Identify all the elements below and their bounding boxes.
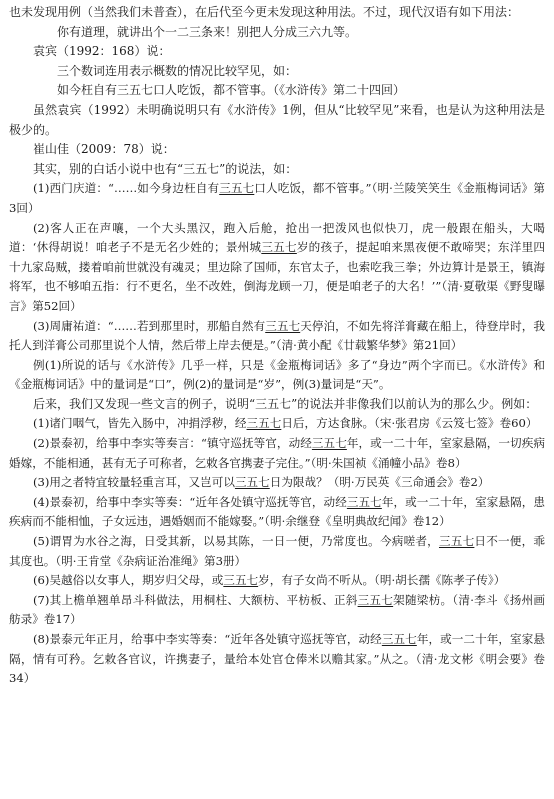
example-item: (5)谓胃为水谷之海，日受其新，以易其陈，一日一便，乃常度也。今病嗟者，三五七日不一便，乖其度也。（明·王肯堂《杂病证治准绳》第3册） xyxy=(9,534,545,568)
citation-cui-shanjia: 崔山佳（2009：78）说： xyxy=(33,142,175,157)
example-item: (2)客人正在声嚷，一个大头黑汉，跑入后舱，抢出一把泼风也似快刀，虎一般跟在船头，大喝道：‘休得胡说！咱老子不是无名少姓的；景州城三五七岁的孩子，提起咱来黑夜便不敢啼哭；东洋里四十九家岛贼，搂着咱前世就没有魂灵；里边除了国师，东官太子，也索吃我三拳；外边算计是景王，镇海将军，也不够咱五指：行不更名，坐不改姓，倒海龙顾一刀，便是咱老子的大名！’”（清·夏敬渠《野叟曝言》第52回） xyxy=(9,220,545,313)
example-item: (1)西门庆道：“……如今身边枉自有三五七口人吃饭，都不管事。”（明·兰陵笑笑生《金瓶梅词话》第3回） xyxy=(9,181,545,215)
example-item: (2)景泰初，给事中李实等奏言：“镇守巡抚等官，动经三五七年，或一二十年，室家悬隔，一切疾病婚嫁，不能相通，甚有无子可称者，乞敕各官携妻子完住。”（明·朱国祯《涌幢小品》卷8） xyxy=(9,436,545,470)
underlined-term: 三五七 xyxy=(223,573,259,588)
example-item: (3)用之者特宜较量轻重言耳，又岂可以三五七日为限哉？（明·万民英《三命通会》卷2） xyxy=(33,475,490,490)
citation-yuan-bin: 袁宾（1992：168）说： xyxy=(33,44,171,59)
example-item: (7)其上檐单翘单昂斗科做法，用桐柱、大额枋、平枋板、正斜三五七架随梁枋。（清·李斗《扬州画舫录》卷17） xyxy=(9,592,545,627)
example-item: (8)景泰元年正月，给事中李实等奏：“近年各处镇守巡抚等官，动经三五七年，或一二十年，室家悬隔，情有可矜。乞敕各官议，许携妻子，量给本处官仓俸米以赡其家。”从之。（清·龙文彬《明会要》卷34） xyxy=(9,632,545,686)
body-paragraph: 虽然袁宾（1992）未明确说明只有《水浒传》1例，但从“比较罕见”来看，也是认为这种用法是极少的。 xyxy=(9,102,545,137)
quote-modern: 你有道理，就讲出个一二三条来！别把人分成三六九等。 xyxy=(57,24,358,39)
underlined-term: 三五七 xyxy=(438,534,475,549)
underlined-term: 三五七 xyxy=(265,318,301,333)
example-item: (3)周庸祐道：“……若到那里时，那船自然有三五七天停泊，不如先将洋膏藏在船上，待登岸时，我托人到洋膏公司那里说个人情，然后带上岸去便是。”（清·黄小配《廿载繁华梦》第21回） xyxy=(9,318,545,353)
example-item: (6)吴越俗以女事人，期岁归父母，或三五七岁，有子女尚不听从。（明·胡长孺《陈孝子传》） xyxy=(33,573,506,588)
example-item: (1)诸门咽气，皆先入肠中，冲捐浮秽，经三五七日后，方达食脉。（宋·张君房《云笈七签》卷60） xyxy=(33,416,538,431)
quote-yuan-bin: 三个数词连用表示概数的情况比较罕见，如： xyxy=(57,63,298,78)
underlined-term: 三五七 xyxy=(219,181,255,196)
underlined-term: 三五七 xyxy=(381,632,417,646)
underlined-term: 三五七 xyxy=(246,416,282,431)
underlined-term: 三五七 xyxy=(357,592,394,607)
underlined-term: 三五七 xyxy=(311,436,347,451)
underlined-term: 三五七 xyxy=(234,475,270,490)
example-item: (4)景泰初，给事中李实等奏：“近年各处镇守巡抚等官，动经三五七年，或一二十年，室家悬隔，患疾病而不能相恤，子女远违，遇婚姻而不能嫁娶。”（明·余继登《皇明典故纪闻》卷12） xyxy=(9,494,545,529)
quote-shuihu: 如今枉自有三五七口人吃饭，都不管事。（《水浒传》第二十四回） xyxy=(57,83,406,98)
underlined-term: 三五七 xyxy=(261,240,297,255)
body-paragraph: 后来，我们又发现一些文言的例子，说明“三五七”的说法并非像我们以前认为的那么少。例如： xyxy=(33,396,538,411)
commentary-paragraph: 例(1)所说的话与《水浒传》几乎一样，只是《金瓶梅词话》多了“身边”两个字而已。《水浒传》和《金瓶梅词话》中的量词是“口”，例(2)的量词是“岁”，例(3)量词是“天”。 xyxy=(9,357,545,392)
body-paragraph: 也未发现用例（当然我们未普查），在后代至今更未发现这种用法。不过，现代汉语有如下用法： xyxy=(9,5,520,19)
quote-cui-shanjia: 其实，别的白话小说中也有“三五七”的说法，如： xyxy=(33,161,298,176)
underlined-term: 三五七 xyxy=(346,494,382,509)
